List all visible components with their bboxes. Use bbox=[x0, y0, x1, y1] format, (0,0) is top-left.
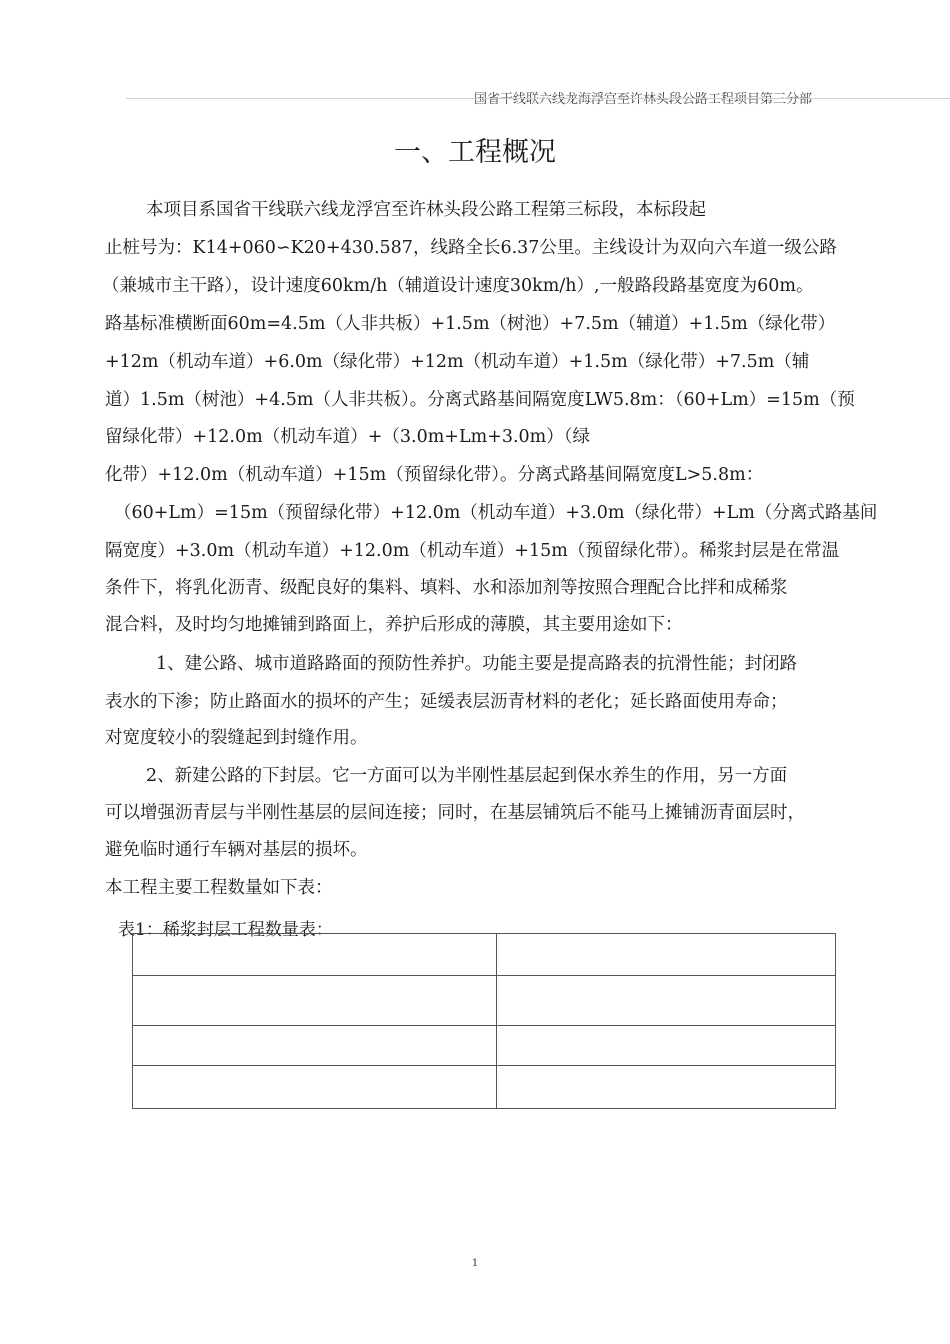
body-line: 隔宽度）+3.0m（机动车道）+12.0m（机动车道）+15m（预留绿化带）。稀浆封层是在常温 bbox=[105, 541, 840, 561]
table-row bbox=[133, 1026, 836, 1066]
header-rule bbox=[126, 98, 950, 99]
body-line: 留绿化带）+12.0m（机动车道）+（3.0m+Lm+3.0m）（绿 bbox=[105, 427, 591, 447]
body-line: 条件下，将乳化沥青、级配良好的集料、填料、水和添加剂等按照合理配合比拌和成稀浆 bbox=[105, 578, 788, 598]
body-line: 化带）+12.0m（机动车道）+15m（预留绿化带）。分离式路基间隔宽度L>5.8m： bbox=[105, 465, 764, 485]
body-line: 对宽度较小的裂缝起到封缝作用。 bbox=[105, 728, 368, 748]
body-line: 1、建公路、城市道路路面的预防性养护。功能主要是提高路表的抗滑性能；封闭路 bbox=[156, 654, 798, 674]
body-line: 2、新建公路的下封层。它一方面可以为半刚性基层起到保水养生的作用，另一方面 bbox=[146, 766, 788, 786]
running-header: 国省干线联六线龙海浮宫至许林头段公路工程项目第三分部 bbox=[474, 92, 813, 107]
table-caption: 表1：稀浆封层工程数量表： bbox=[118, 920, 333, 940]
table-cell bbox=[133, 1026, 497, 1066]
table-cell bbox=[133, 976, 497, 1026]
table-cell bbox=[497, 1066, 836, 1109]
body-line: +12m（机动车道）+6.0m（绿化带）+12m（机动车道）+1.5m（绿化带）+7.5m（辅 bbox=[105, 352, 810, 372]
quantity-table bbox=[132, 933, 836, 1109]
table-cell bbox=[497, 976, 836, 1026]
body-line: 可以增强沥青层与半刚性基层的层间连接；同时，在基层铺筑后不能马上摊铺沥青面层时， bbox=[105, 803, 805, 823]
body-line: 本工程主要工程数量如下表： bbox=[105, 878, 333, 898]
body-line: 本项目系国省干线联六线龙浮宫至许林头段公路工程第三标段，本标段起 bbox=[146, 200, 706, 220]
body-line: 避免临时通行车辆对基层的损坏。 bbox=[105, 840, 368, 860]
table-cell bbox=[497, 934, 836, 976]
table-row bbox=[133, 934, 836, 976]
body-line: （兼城市主干路），设计速度60km/h（辅道设计速度30km/h）,一般路段路基宽度为60m。 bbox=[102, 276, 814, 296]
body-line: 道）1.5m（树池）+4.5m（人非共板）。分离式路基间隔宽度LW5.8m：（60+Lm）=15m（预 bbox=[105, 390, 855, 410]
page-number: 1 bbox=[471, 1258, 479, 1269]
body-line: 路基标准横断面60m=4.5m（人非共板）+1.5m（树池）+7.5m（辅道）+1.5m（绿化带） bbox=[105, 314, 836, 334]
section-title: 一、工程概况 bbox=[394, 137, 556, 168]
body-line: （60+Lm）=15m（预留绿化带）+12.0m（机动车道）+3.0m（绿化带）+Lm（分离式路基间 bbox=[114, 503, 878, 523]
table-cell bbox=[497, 1026, 836, 1066]
table-row bbox=[133, 1066, 836, 1109]
table-cell bbox=[133, 934, 497, 976]
body-line: 混合料，及时均匀地摊铺到路面上，养护后形成的薄膜，其主要用途如下： bbox=[105, 615, 683, 635]
body-line: 表水的下渗；防止路面水的损坏的产生；延缓表层沥青材料的老化；延长路面使用寿命； bbox=[105, 692, 788, 712]
body-line: 止桩号为：K14+060∽K20+430.587，线路全长6.37公里。主线设计为双向六车道一级公路 bbox=[105, 238, 837, 258]
table-cell bbox=[133, 1066, 497, 1109]
table-row bbox=[133, 976, 836, 1026]
